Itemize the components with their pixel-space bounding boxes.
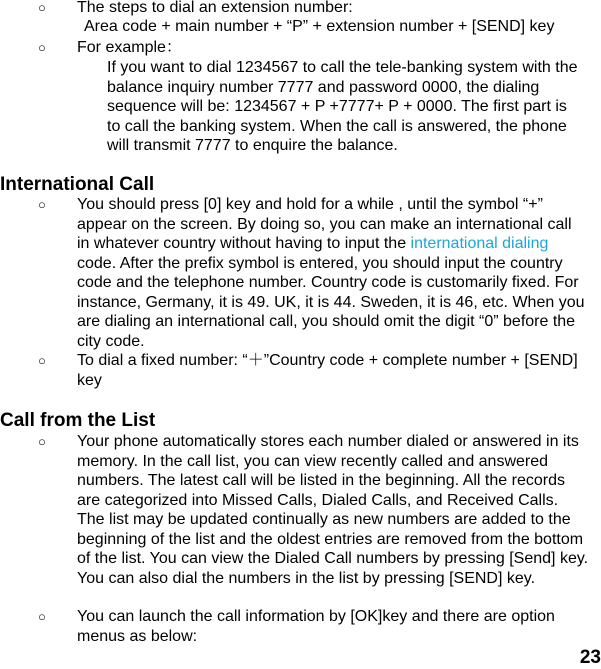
extension-steps-formula: Area code + main number + “P” + extension number + [SEND] key: [84, 18, 555, 35]
bullet-icon: ○: [38, 609, 46, 624]
call-list-item-2: You can launch the call information by [OK]key and there are option menus as below:: [77, 608, 555, 645]
example-text: If you want to dial 1234567 to call the tele-banking system with the balance inquiry number 7777 and password 0000, the dialing sequence will be: 1234567 + P +7777+ P + 0000. The first part is to call the banking system. When the call is answered, the phone will transmit 7777 to enquire the balance.: [107, 59, 578, 154]
international-item-1-text-a: You should press [0] key and hold for a while , until the symbol “+” appear on the screen. By doing so, you can make an international call in whatever country without having to input the: [77, 196, 572, 252]
call-from-list-heading: Call from the List: [0, 410, 156, 431]
international-item-2: To dial a fixed number: “＋”Country code + complete number + [SEND] key: [77, 352, 578, 389]
bullet-icon: ○: [38, 197, 46, 212]
international-call-heading: International Call: [0, 174, 155, 195]
bullet-icon: ○: [38, 353, 46, 368]
bullet-icon: ○: [38, 434, 46, 449]
bullet-icon: ○: [38, 0, 46, 15]
international-dialing-link[interactable]: international dialing: [410, 235, 549, 252]
page-number: 23: [579, 647, 601, 668]
example-label: For example：: [77, 39, 182, 56]
international-item-1-text-b: code. After the prefix symbol is entered, you should input the country code and the telephone number. Country code is customarily fixed. For instance, Germany, it is 49. UK, it is 44. Sweden, it is 46, etc. When you are dialing an international call, you should omit the digit “0” before the city code.: [77, 254, 585, 350]
call-list-item-1: Your phone automatically stores each number dialed or answered in its memory. In the call list, you can view recently called and answered numbers. The latest call will be listed in the beginning. All the records are categorized into Missed Calls, Dialed Calls, and Received Calls. The list may be updated continually as new numbers are added to the beginning of the list and the oldest entries are removed from the bottom of the list. You can view the Dialed Call numbers by pressing [Send] key. You can also dial the numbers in the list by pressing [SEND] key.: [77, 433, 589, 587]
bullet-icon: ○: [38, 40, 46, 55]
international-item-1: [77, 195, 587, 351]
extension-steps-label: The steps to dial an extension number:: [77, 0, 353, 16]
